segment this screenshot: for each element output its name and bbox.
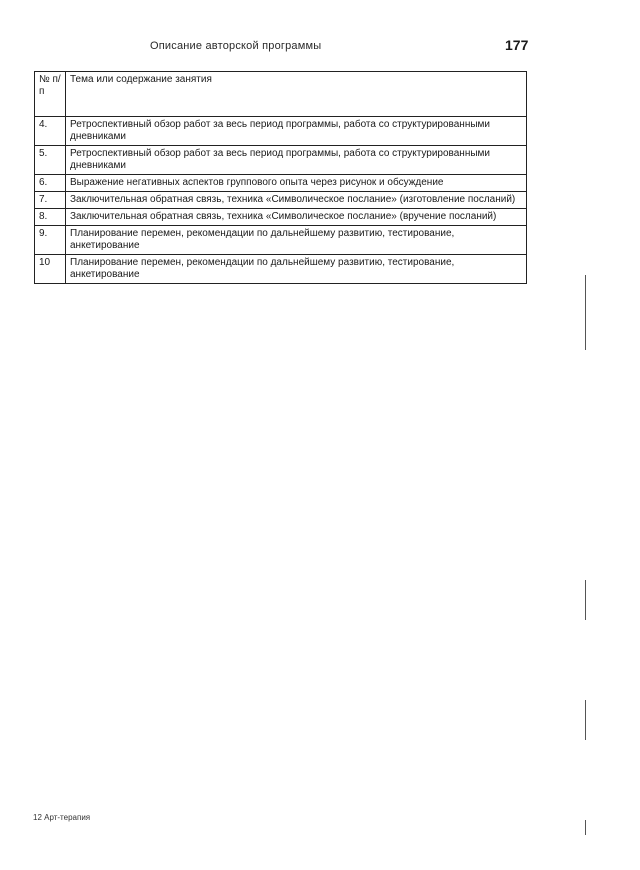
row-topic: Планирование перемен, рекомендации по дальнейшему развитию, тестирование, анкетирование [66,226,527,255]
row-topic: Заключительная обратная связь, техника «Символическое послание» (изготовление посланий) [66,192,527,209]
page-number: 177 [505,37,529,53]
margin-scan-line [585,275,586,350]
row-topic: Заключительная обратная связь, техника «Символическое послание» (вручение посланий) [66,209,527,226]
column-header-number: № п/п [35,72,66,117]
row-number: 4. [35,117,66,146]
table-row [35,226,527,255]
row-topic: Ретроспективный обзор работ за весь период программы, работа со структурированными дневниками [66,146,527,175]
row-number: 5. [35,146,66,175]
curriculum-table [34,71,527,284]
row-topic: Выражение негативных аспектов группового опыта через рисунок и обсуждение [66,175,527,192]
row-number: 8. [35,209,66,226]
table-row [35,192,527,209]
row-number: 7. [35,192,66,209]
margin-scan-line [585,580,586,620]
row-topic: Планирование перемен, рекомендации по дальнейшему развитию, тестирование, анкетирование [66,255,527,284]
row-topic: Ретроспективный обзор работ за весь период программы, работа со структурированными дневниками [66,117,527,146]
margin-scan-line [585,820,586,835]
margin-scan-line [585,700,586,740]
table-header-row [35,72,527,117]
row-number: 6. [35,175,66,192]
footer-note: 12 Арт-терапия [33,813,91,822]
table-row [35,146,527,175]
table-row [35,255,527,284]
row-number: 10 [35,255,66,284]
table-row [35,209,527,226]
table-row [35,117,527,146]
column-header-topic: Тема или содержание занятия [66,72,527,117]
table-row [35,175,527,192]
running-head: Описание авторской программы [150,40,322,52]
row-number: 9. [35,226,66,255]
